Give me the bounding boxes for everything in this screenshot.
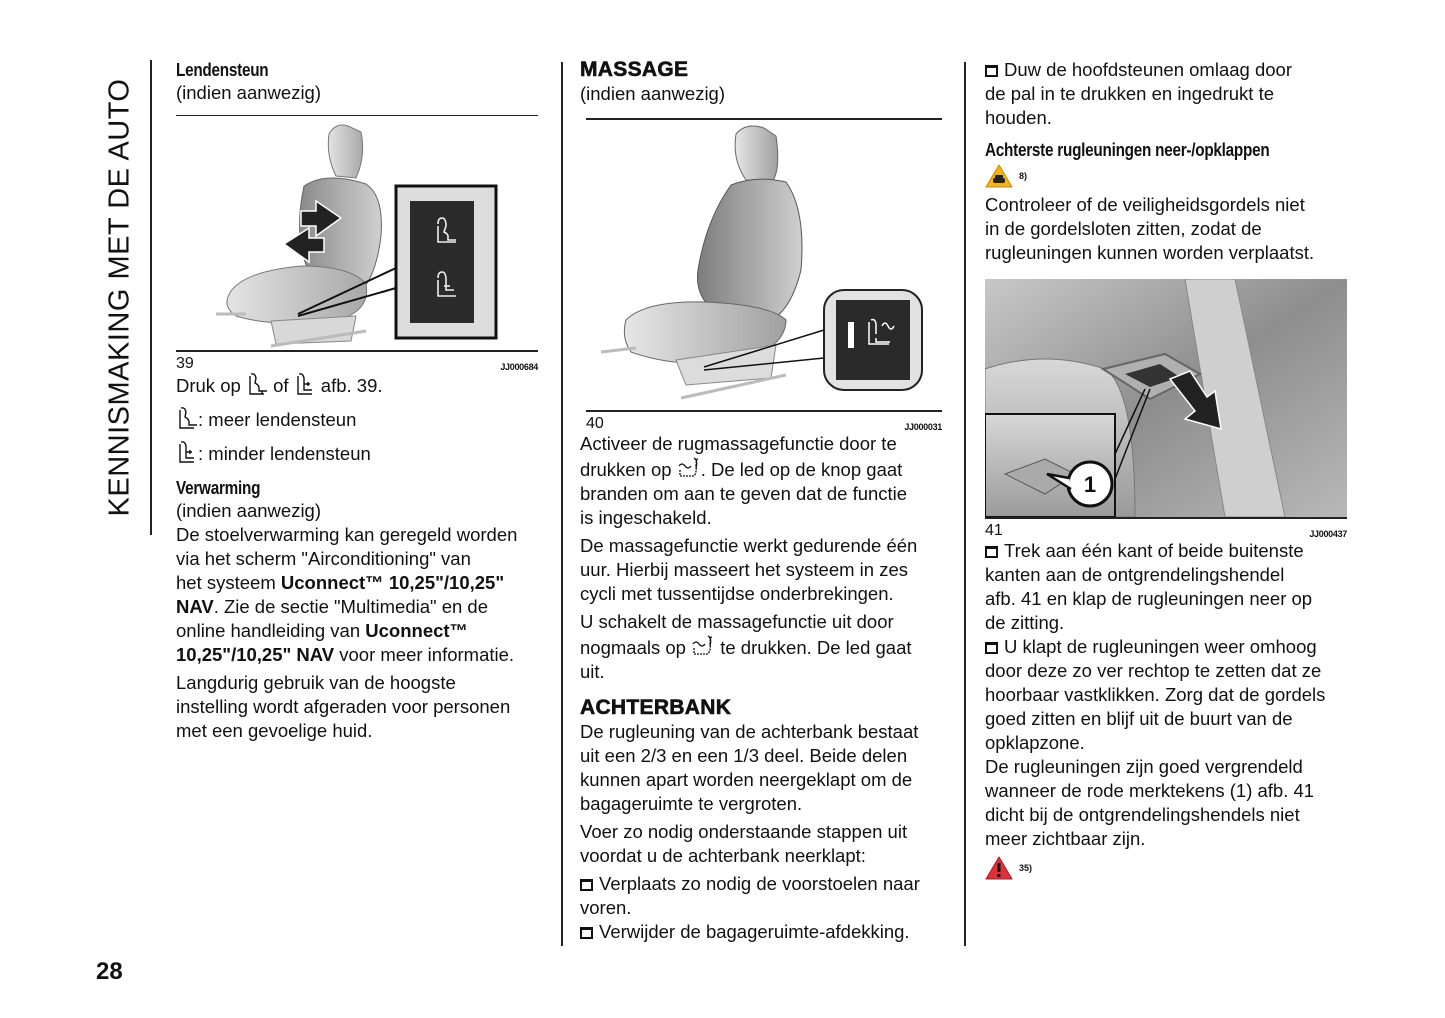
figure-number: 39 — [176, 355, 194, 372]
chapter-title — [100, 60, 140, 535]
text-line: Langdurig gebruik van de hoogste — [176, 672, 456, 693]
text-line: dicht bij de ontgrendelingshendels niet — [985, 804, 1300, 825]
text-line — [985, 635, 1347, 659]
figure-40 — [586, 118, 942, 412]
text: drukken op — [580, 459, 672, 480]
text: voor meer informatie. — [334, 644, 515, 665]
text-line: Voer zo nodig onderstaande stappen uit — [580, 821, 908, 842]
text-line: opklapzone. — [985, 732, 1085, 753]
figure-code: JJ000684 — [500, 362, 538, 372]
page-number: 28 — [96, 958, 123, 985]
bullet-icon — [580, 879, 593, 891]
text-line: kunnen apart worden neergeklapt om de — [580, 769, 913, 790]
text-line: houden. — [985, 107, 1052, 128]
product-name: 10,25"/10,25" NAV — [176, 644, 335, 665]
column-divider — [561, 62, 563, 946]
bullet-icon — [985, 642, 998, 654]
section-subheading: (indien aanwezig) — [176, 82, 322, 103]
caution-notice — [985, 163, 1347, 189]
figure-code: JJ000031 — [904, 422, 942, 432]
lumbar-more-item — [176, 406, 538, 432]
text-line — [176, 595, 538, 619]
figure-39 — [176, 115, 538, 352]
lumbar-seat-illustration — [176, 116, 538, 350]
section-heading-massage: MASSAGE — [580, 58, 689, 81]
text-line: uit. — [580, 661, 605, 682]
text-line: De rugleuning van de achterbank bestaat — [580, 721, 919, 742]
text-line: is ingeschakeld. — [580, 507, 712, 528]
rear-seat-release-photo — [985, 279, 1347, 517]
text-line: Controleer of de veiligheidsgordels niet — [985, 194, 1305, 215]
bullet-icon — [985, 546, 998, 558]
warning-triangle-icon — [985, 856, 1013, 880]
text-line — [580, 920, 942, 944]
text-line: afb. 41 en klap de rugleuningen neer op — [985, 588, 1313, 609]
text: Druk op — [176, 375, 241, 396]
text-line: de zitting. — [985, 612, 1065, 633]
text: : meer lendensteun — [198, 409, 357, 430]
text-line: rugleuningen kunnen worden verplaatst. — [985, 242, 1315, 263]
figure-caption — [176, 354, 538, 372]
callout-number: 1 — [1083, 472, 1097, 497]
figure-code: JJ000437 — [1309, 529, 1347, 539]
text: Verplaats zo nodig de voorstoelen naar — [599, 873, 920, 894]
bullet-item — [985, 58, 1347, 130]
massage-seat-illustration — [586, 120, 942, 410]
text: : minder lendensteun — [198, 443, 371, 464]
text-line: via het scherm "Airconditioning" van — [176, 548, 471, 569]
text-line: bagageruimte te vergroten. — [580, 793, 803, 814]
section-heading-rear-seat: ACHTERBANK — [580, 696, 732, 719]
text-line: Activeer de rugmassagefunctie door te — [580, 433, 897, 454]
bullet-item — [985, 539, 1347, 635]
bullet-item — [580, 920, 942, 944]
bullet-item — [580, 872, 942, 920]
text-line: cycli met tussentijdse onderbrekingen. — [580, 583, 894, 604]
section-subheading: (indien aanwezig) — [580, 83, 726, 104]
product-name: Uconnect™ — [365, 620, 469, 641]
column-divider — [964, 62, 966, 946]
product-name: Uconnect™ 10,25"/10,25" — [280, 572, 505, 593]
chapter-rule — [150, 60, 152, 535]
section-subheading: (indien aanwezig) — [176, 500, 322, 521]
lumbar-instruction — [176, 372, 538, 398]
text-line: uur. Hierbij masseert het systeem in zes — [580, 559, 908, 580]
text-line — [176, 619, 538, 643]
text-line: De massagefunctie werkt gedurende één — [580, 535, 918, 556]
section-heading-heating: Verwarming — [176, 478, 261, 498]
caution-triangle-icon — [985, 164, 1013, 188]
figure-caption — [586, 414, 942, 432]
text: . De led op de knop gaat — [700, 459, 903, 480]
text: te drukken. De led gaat — [715, 637, 912, 658]
heating-paragraph-2 — [176, 671, 538, 743]
text: Verwijder de bagageruimte-afdekking. — [599, 921, 910, 942]
bullet-icon — [580, 927, 593, 939]
text: . Zie de sectie "Multimedia" en de — [213, 596, 489, 617]
lumbar-more-icon — [246, 372, 268, 396]
text-line — [985, 58, 1347, 82]
text: U klapt de rugleuningen weer omhoog — [1004, 636, 1317, 657]
column-3 — [985, 58, 1347, 885]
text-line: voren. — [580, 897, 632, 918]
text-line: in de gordelsloten zitten, zodat de — [985, 218, 1262, 239]
text-line: kanten aan de ontgrendelingshendel — [985, 564, 1285, 585]
massage-paragraph-2 — [580, 534, 942, 606]
text-line: voordat u de achterbank neerklapt: — [580, 845, 866, 866]
text-line: door deze zo ver rechtop te zetten dat ze — [985, 660, 1322, 681]
column-1 — [176, 58, 538, 747]
text-line: uit een 2/3 en een 1/3 deel. Beide delen — [580, 745, 908, 766]
text-line: met een gevoelige huid. — [176, 720, 373, 741]
massage-icon — [691, 634, 715, 658]
rear-seat-paragraph-2 — [580, 820, 942, 868]
section-heading-lumbar: Lendensteun — [176, 60, 269, 80]
lumbar-less-item — [176, 440, 538, 466]
text: het systeem — [176, 572, 281, 593]
lumbar-more-icon — [176, 406, 198, 430]
bullet-item — [985, 635, 1347, 755]
warning-reference: 35) — [1019, 863, 1033, 873]
text: nogmaals op — [580, 637, 686, 658]
lumbar-less-icon — [176, 440, 198, 464]
product-name: NAV — [176, 596, 214, 617]
text-line — [985, 539, 1347, 563]
bullet-icon — [985, 65, 998, 77]
fold-paragraph-1 — [985, 193, 1347, 265]
text: of — [273, 375, 289, 396]
text: online handleiding van — [176, 620, 366, 641]
fold-paragraph-2 — [985, 755, 1347, 851]
text: Duw de hoofdsteunen omlaag door — [1004, 59, 1292, 80]
text-line: wanneer de rode merktekens (1) afb. 41 — [985, 780, 1315, 801]
text-line: U schakelt de massagefunctie uit door — [580, 611, 894, 632]
figure-caption — [985, 521, 1347, 539]
figure-number: 41 — [985, 522, 1003, 539]
text-line — [580, 872, 942, 896]
figure-number: 40 — [586, 415, 604, 432]
figure-41 — [985, 279, 1347, 519]
massage-icon — [677, 456, 701, 480]
caution-reference: 8) — [1019, 171, 1028, 181]
rear-seat-paragraph-1 — [580, 720, 942, 816]
text-line — [176, 643, 538, 667]
warning-notice — [985, 855, 1347, 881]
text-line: goed zitten en blijf uit de buurt van de — [985, 708, 1293, 729]
massage-paragraph-3 — [580, 610, 942, 684]
text-line: branden om aan te geven dat de functie — [580, 483, 908, 504]
chapter-title-text: KENNISMAKING MET DE AUTO — [103, 78, 136, 517]
section-heading-fold: Achterste rugleuningen neer-/opklappen — [985, 140, 1270, 160]
heating-paragraph-1 — [176, 523, 538, 667]
text-line — [580, 456, 942, 482]
text-line: De stoelverwarming kan geregeld worden — [176, 524, 518, 545]
text-line: instelling wordt afgeraden voor personen — [176, 696, 511, 717]
text-line: meer zichtbaar zijn. — [985, 828, 1146, 849]
text-line — [176, 571, 538, 595]
text: afb. 39. — [320, 375, 383, 396]
text-line — [580, 634, 942, 660]
text-line: De rugleuningen zijn goed vergrendeld — [985, 756, 1303, 777]
column-2 — [580, 58, 942, 944]
text-line: hoorbaar vastklikken. Zorg dat de gordels — [985, 684, 1326, 705]
massage-paragraph-1 — [580, 432, 942, 530]
lumbar-less-icon — [294, 372, 316, 396]
text-line: de pal in te drukken en ingedrukt te — [985, 83, 1274, 104]
text: Trek aan één kant of beide buitenste — [1004, 540, 1304, 561]
